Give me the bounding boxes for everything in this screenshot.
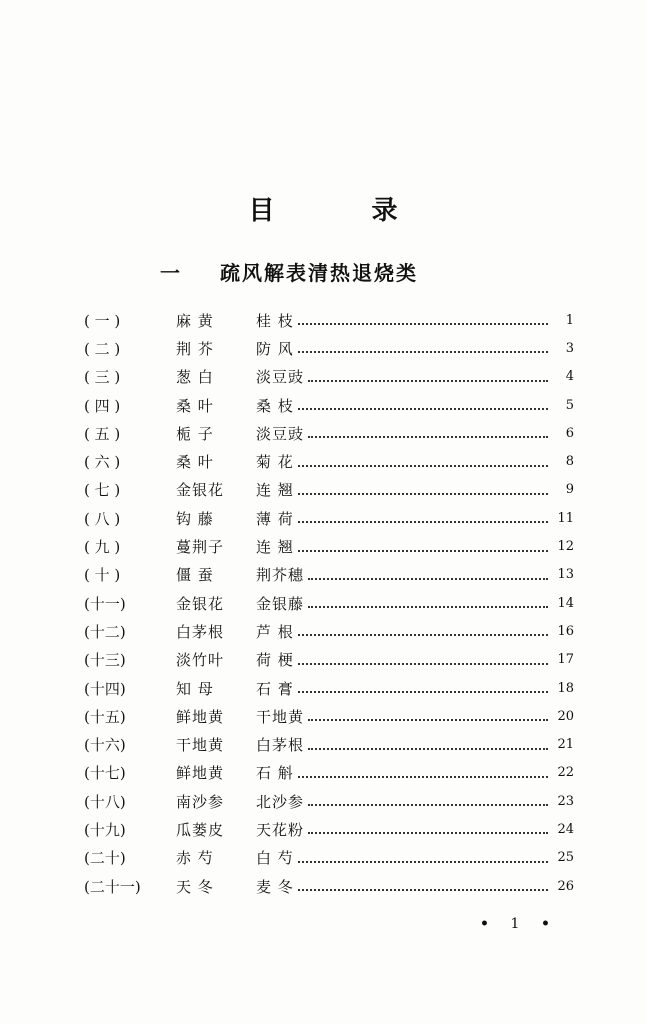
toc-entry-herb-2: 石 斛 bbox=[256, 764, 294, 783]
toc-entry-index: ( 六 ) bbox=[84, 453, 121, 472]
toc-entry-herb-1: 淡竹叶 bbox=[176, 651, 225, 670]
toc-leader-dots bbox=[308, 578, 548, 580]
toc-entry-page: 24 bbox=[557, 821, 574, 837]
toc-entry-index: ( 八 ) bbox=[84, 509, 121, 528]
toc-leader-dots bbox=[298, 691, 548, 693]
toc-leader-dots bbox=[308, 719, 548, 721]
toc-entry-page: 25 bbox=[557, 850, 574, 866]
toc-entry[interactable] bbox=[84, 617, 574, 645]
toc-entry[interactable] bbox=[84, 447, 574, 475]
toc-entry[interactable] bbox=[84, 702, 574, 730]
toc-leader-dots bbox=[298, 861, 548, 863]
toc-leader-dots bbox=[308, 606, 548, 608]
toc-entry-page: 13 bbox=[557, 567, 574, 583]
toc-entry-herb-2: 荆芥穗 bbox=[256, 566, 305, 585]
toc-entry-herb-1: 鲜地黄 bbox=[176, 707, 225, 726]
toc-leader-dots bbox=[298, 408, 548, 410]
toc-entry-herb-2: 连 翘 bbox=[256, 538, 294, 557]
toc-entry-herb-1: 僵 蚕 bbox=[176, 566, 214, 585]
toc-entry-herb-1: 麻 黄 bbox=[176, 311, 214, 330]
toc-entry-herb-2: 白茅根 bbox=[256, 736, 305, 755]
toc-entry-herb-1: 金银花 bbox=[176, 481, 225, 500]
toc-entry-page: 9 bbox=[565, 482, 574, 498]
toc-entry-index: (十七) bbox=[84, 764, 126, 783]
toc-leader-dots bbox=[308, 436, 548, 438]
toc-entry-index: ( 七 ) bbox=[84, 481, 121, 500]
toc-entry[interactable] bbox=[84, 730, 574, 758]
toc-entry-herb-1: 知 母 bbox=[176, 679, 214, 698]
toc-entry-herb-1: 桑 叶 bbox=[176, 453, 214, 472]
toc-entry-index: (十六) bbox=[84, 736, 126, 755]
section-heading bbox=[150, 258, 418, 284]
toc-leader-dots bbox=[298, 889, 548, 891]
toc-leader-dots bbox=[308, 832, 548, 834]
toc-entry-index: (二十一) bbox=[84, 877, 141, 896]
toc-entry[interactable] bbox=[84, 674, 574, 702]
footer-dot-left-icon: • bbox=[480, 916, 489, 932]
toc-entry-herb-2: 淡豆豉 bbox=[256, 368, 305, 387]
toc-entry-herb-1: 葱 白 bbox=[176, 368, 214, 387]
toc-entry-herb-2: 芦 根 bbox=[256, 622, 294, 641]
section-number: 一 bbox=[160, 260, 180, 285]
toc-entry[interactable] bbox=[84, 561, 574, 589]
toc-leader-dots bbox=[298, 634, 548, 636]
toc-entry-index: ( 九 ) bbox=[84, 538, 121, 557]
toc-leader-dots bbox=[298, 351, 548, 353]
toc-entry-index: ( 五 ) bbox=[84, 424, 121, 443]
toc-entry-page: 22 bbox=[557, 765, 574, 781]
toc-entry-page: 3 bbox=[565, 340, 574, 356]
toc-entry-page: 14 bbox=[557, 595, 574, 611]
toc-entry-herb-2: 荷 梗 bbox=[256, 651, 294, 670]
toc-entry[interactable] bbox=[84, 419, 574, 447]
toc-entry-index: (十三) bbox=[84, 651, 126, 670]
toc-entry-herb-2: 桑 枝 bbox=[256, 396, 294, 415]
toc-entry-herb-1: 栀 子 bbox=[176, 424, 214, 443]
page-number: 1 bbox=[510, 916, 520, 932]
table-of-contents bbox=[84, 306, 574, 900]
toc-entry-herb-1: 蔓荆子 bbox=[176, 538, 225, 557]
toc-entry[interactable] bbox=[84, 363, 574, 391]
toc-entry[interactable] bbox=[84, 391, 574, 419]
toc-entry-page: 12 bbox=[557, 539, 574, 555]
toc-entry-herb-2: 北沙参 bbox=[256, 792, 305, 811]
toc-entry-index: (二十) bbox=[84, 849, 126, 868]
toc-entry-herb-2: 干地黄 bbox=[256, 707, 305, 726]
toc-entry-index: (十一) bbox=[84, 594, 126, 613]
toc-entry-index: ( 一 ) bbox=[84, 311, 121, 330]
toc-entry[interactable] bbox=[84, 476, 574, 504]
toc-entry-index: (十八) bbox=[84, 792, 126, 811]
toc-entry[interactable] bbox=[84, 872, 574, 900]
toc-entry[interactable] bbox=[84, 589, 574, 617]
toc-entry-herb-1: 赤 芍 bbox=[176, 849, 214, 868]
toc-entry-page: 16 bbox=[557, 623, 574, 639]
toc-entry-herb-1: 天 冬 bbox=[176, 877, 214, 896]
toc-leader-dots bbox=[298, 776, 548, 778]
toc-leader-dots bbox=[298, 323, 548, 325]
toc-entry-herb-2: 麦 冬 bbox=[256, 877, 294, 896]
toc-entry-herb-2: 金银藤 bbox=[256, 594, 305, 613]
toc-leader-dots bbox=[308, 748, 548, 750]
toc-entry-index: ( 三 ) bbox=[84, 368, 121, 387]
page-footer bbox=[480, 916, 550, 932]
toc-entry-herb-2: 连 翘 bbox=[256, 481, 294, 500]
toc-entry-herb-2: 白 芍 bbox=[256, 849, 294, 868]
toc-entry-page: 18 bbox=[557, 680, 574, 696]
toc-entry[interactable] bbox=[84, 306, 574, 334]
toc-entry-index: ( 二 ) bbox=[84, 339, 121, 358]
toc-entry-herb-2: 淡豆豉 bbox=[256, 424, 305, 443]
toc-leader-dots bbox=[308, 380, 548, 382]
toc-entry-index: ( 四 ) bbox=[84, 396, 121, 415]
toc-entry-page: 4 bbox=[565, 369, 574, 385]
toc-entry-herb-2: 菊 花 bbox=[256, 453, 294, 472]
toc-leader-dots bbox=[308, 804, 548, 806]
toc-entry[interactable] bbox=[84, 532, 574, 560]
toc-entry-page: 21 bbox=[557, 737, 574, 753]
toc-entry-page: 20 bbox=[557, 708, 574, 724]
toc-entry-herb-2: 石 膏 bbox=[256, 679, 294, 698]
toc-entry-herb-2: 桂 枝 bbox=[256, 311, 294, 330]
toc-entry-herb-1: 荆 芥 bbox=[176, 339, 214, 358]
toc-entry-page: 17 bbox=[557, 652, 574, 668]
section-title: 疏风解表清热退烧类 bbox=[220, 260, 418, 285]
toc-entry-herb-2: 薄 荷 bbox=[256, 509, 294, 528]
toc-leader-dots bbox=[298, 465, 548, 467]
toc-entry-herb-1: 桑 叶 bbox=[176, 396, 214, 415]
toc-entry-herb-1: 鲜地黄 bbox=[176, 764, 225, 783]
toc-leader-dots bbox=[298, 493, 548, 495]
toc-entry-herb-1: 瓜蒌皮 bbox=[176, 820, 225, 839]
toc-entry-herb-1: 白茅根 bbox=[176, 622, 225, 641]
toc-entry-page: 26 bbox=[557, 878, 574, 894]
toc-entry-herb-1: 钩 藤 bbox=[176, 509, 214, 528]
toc-entry-page: 5 bbox=[565, 397, 574, 413]
toc-entry[interactable] bbox=[84, 815, 574, 843]
toc-entry-index: (十四) bbox=[84, 679, 126, 698]
toc-entry[interactable] bbox=[84, 844, 574, 872]
toc-entry-page: 6 bbox=[565, 425, 574, 441]
toc-entry[interactable] bbox=[84, 646, 574, 674]
footer-dot-right-icon: • bbox=[541, 916, 550, 932]
toc-entry-herb-1: 南沙参 bbox=[176, 792, 225, 811]
toc-entry-page: 11 bbox=[557, 510, 574, 526]
toc-entry-herb-1: 干地黄 bbox=[176, 736, 225, 755]
toc-entry-herb-2: 防 风 bbox=[256, 339, 294, 358]
toc-entry-page: 1 bbox=[565, 312, 574, 328]
page-title: 目 录 bbox=[248, 196, 442, 226]
toc-leader-dots bbox=[298, 663, 548, 665]
toc-entry[interactable] bbox=[84, 787, 574, 815]
toc-entry-index: (十二) bbox=[84, 622, 126, 641]
toc-entry-page: 23 bbox=[557, 793, 574, 809]
toc-entry-herb-2: 天花粉 bbox=[256, 820, 305, 839]
toc-entry-herb-1: 金银花 bbox=[176, 594, 225, 613]
toc-leader-dots bbox=[298, 550, 548, 552]
toc-entry[interactable] bbox=[84, 504, 574, 532]
toc-entry[interactable] bbox=[84, 334, 574, 362]
toc-entry[interactable] bbox=[84, 759, 574, 787]
toc-leader-dots bbox=[298, 521, 548, 523]
toc-entry-index: ( 十 ) bbox=[84, 566, 121, 585]
toc-entry-index: (十五) bbox=[84, 707, 126, 726]
toc-entry-page: 8 bbox=[565, 454, 574, 470]
toc-entry-index: (十九) bbox=[84, 820, 126, 839]
